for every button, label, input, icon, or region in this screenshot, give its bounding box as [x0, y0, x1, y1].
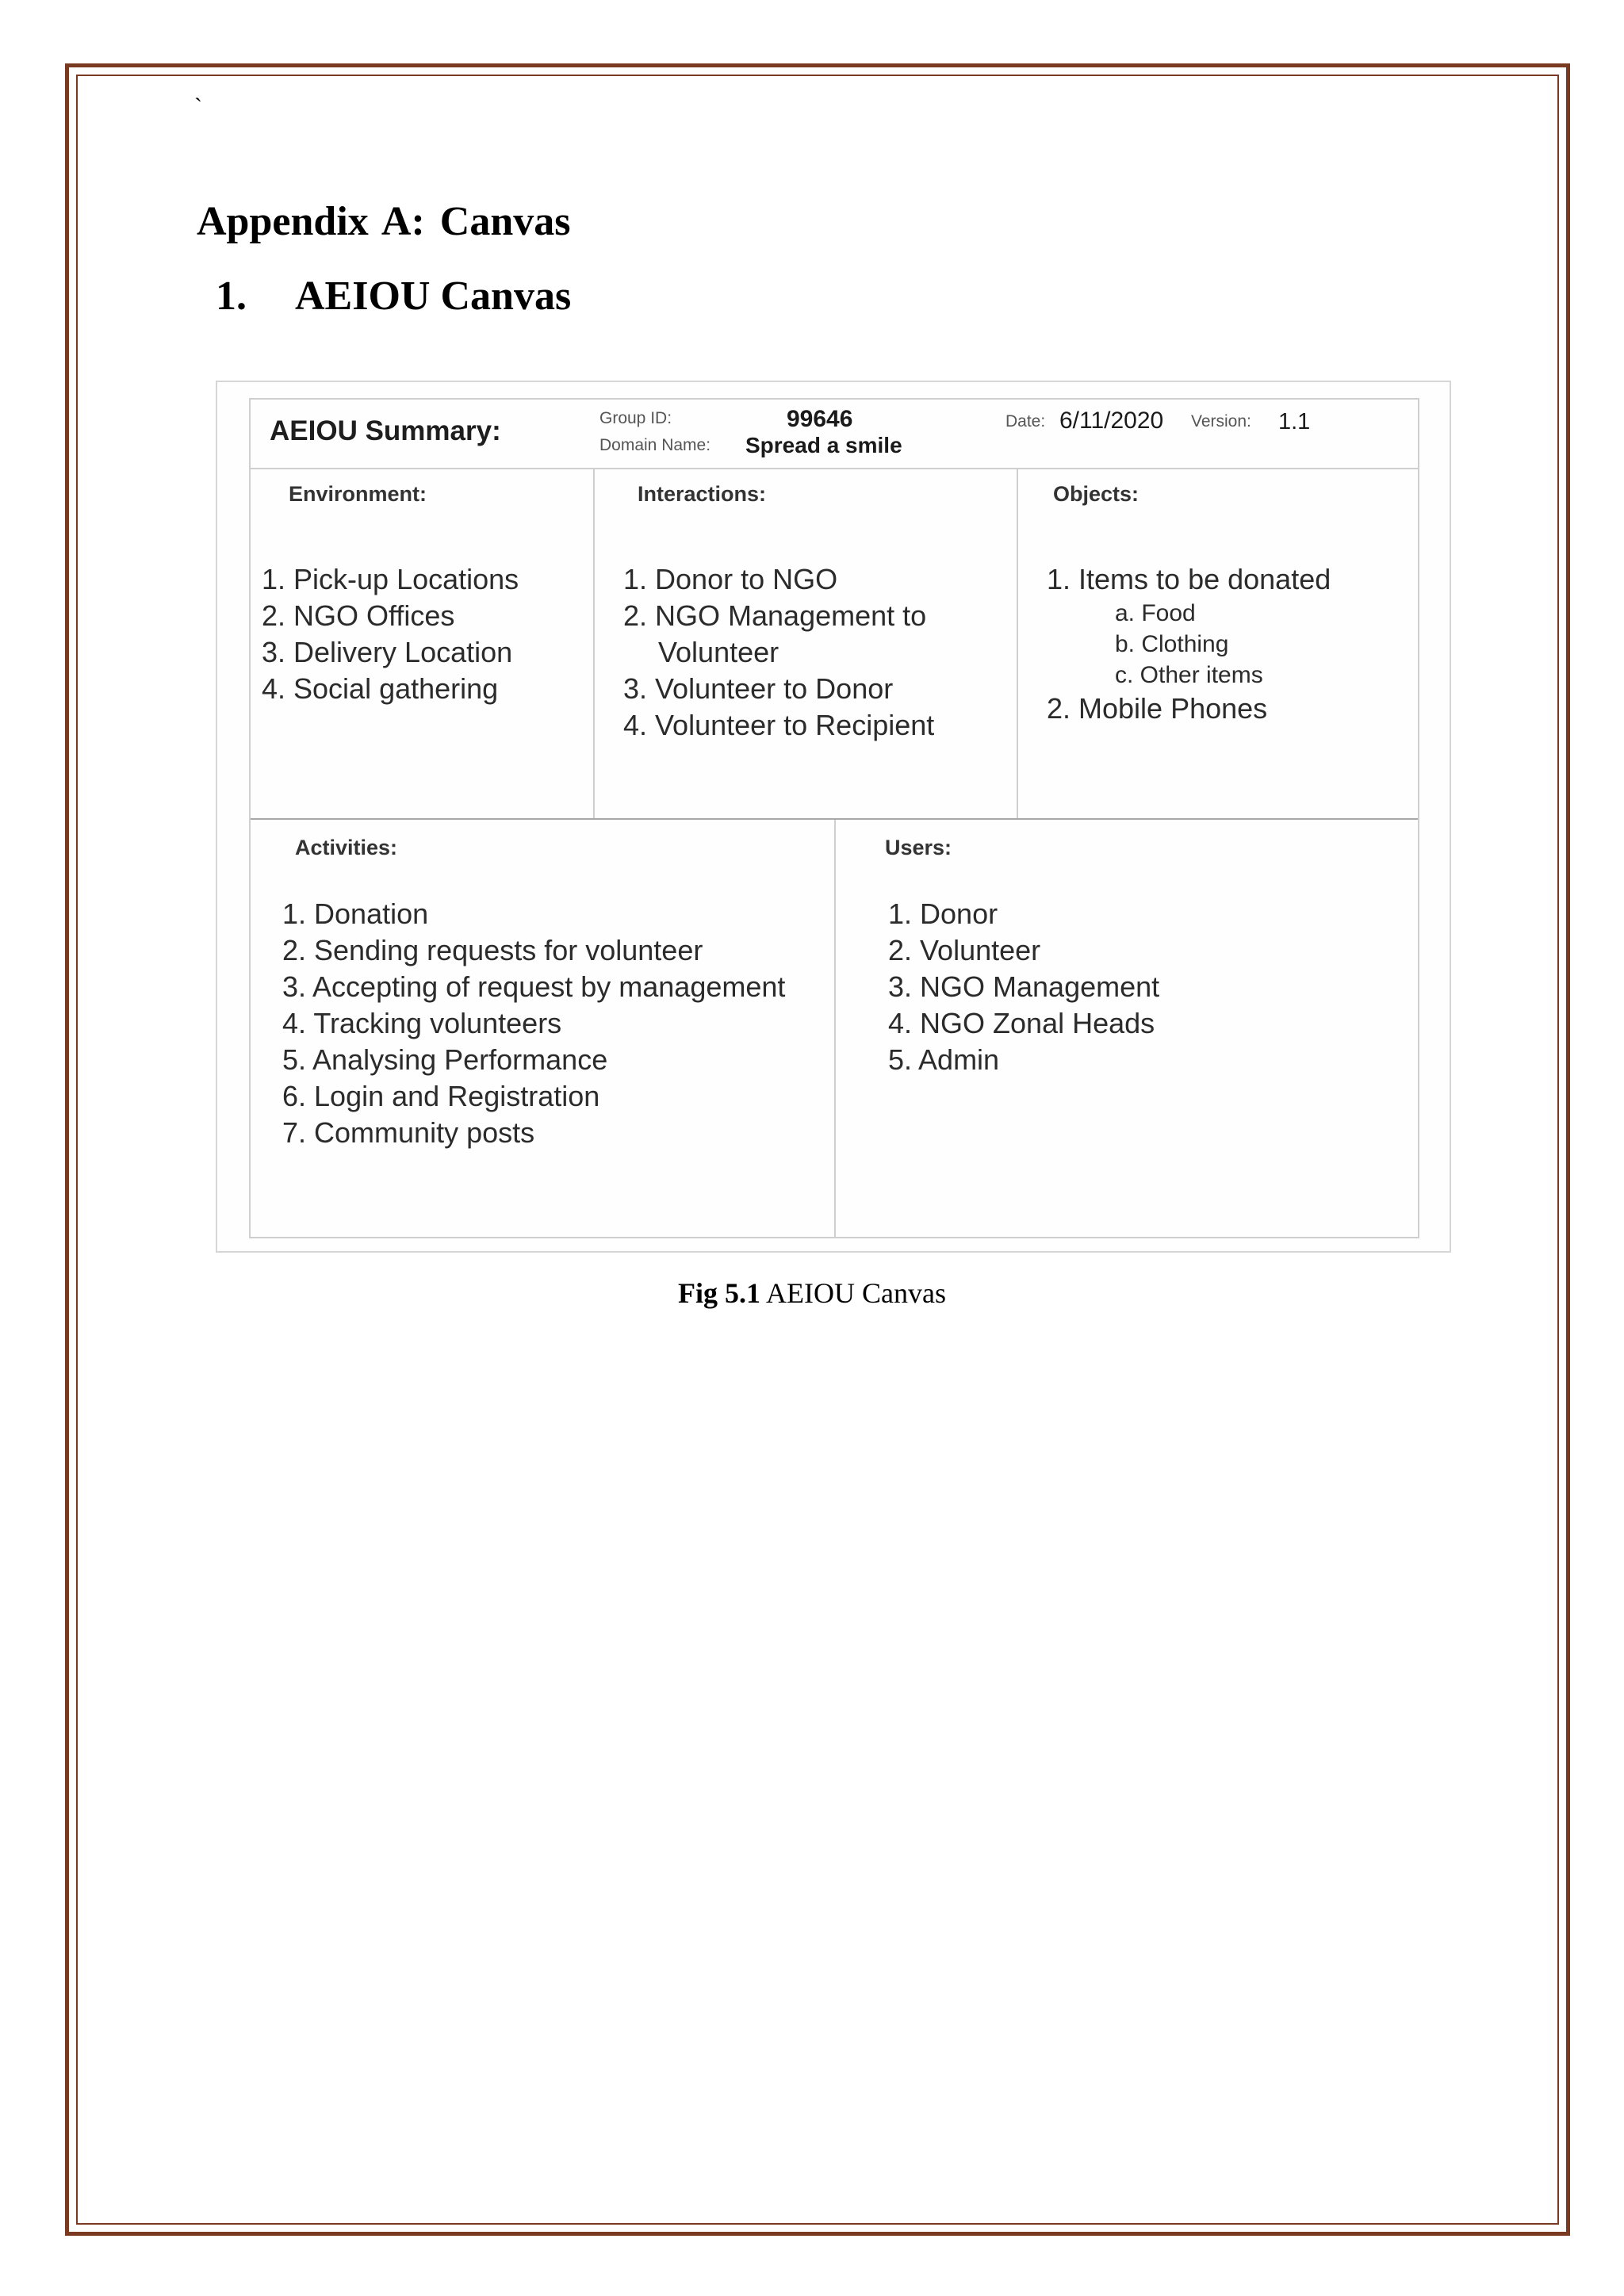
divider-env-int — [593, 468, 595, 818]
list-item: 4. Social gathering — [262, 672, 499, 705]
list-item: 1. Donor to NGO — [623, 563, 838, 595]
divider-act-users — [834, 820, 836, 1238]
list-item: 5. Admin — [888, 1043, 1000, 1076]
list-item: 3. Delivery Location — [262, 636, 513, 668]
stray-mark: ` — [194, 94, 202, 120]
list-item: 4. Tracking volunteers — [282, 1007, 562, 1039]
list-item: 3. Volunteer to Donor — [623, 672, 894, 705]
list-item: 1. Items to be donated — [1047, 563, 1331, 595]
list-item: 2. Sending requests for volunteer — [282, 934, 703, 966]
users-list — [888, 896, 1159, 1078]
list-item: 3. Accepting of request by management — [282, 970, 786, 1003]
environment-list — [262, 561, 519, 707]
sub-list-item: b. Clothing — [1115, 631, 1229, 657]
objects-list — [1047, 561, 1331, 727]
list-item: 1. Pick-up Locations — [262, 563, 519, 595]
aeiou-canvas-figure — [216, 381, 1451, 1253]
divider-int-obj — [1017, 468, 1018, 818]
version-value: 1.1 — [1278, 409, 1311, 434]
interactions-title: Interactions: — [638, 482, 767, 506]
list-item: 1. Donor — [888, 897, 998, 930]
group-id-label: Group ID: — [599, 409, 672, 427]
list-item: 2. NGO Offices — [262, 599, 455, 632]
interactions-list — [623, 561, 934, 744]
list-item: 2. NGO Management to — [623, 599, 927, 632]
section-heading — [216, 273, 571, 320]
list-item: 1. Donation — [282, 897, 429, 930]
list-item: 4. NGO Zonal Heads — [888, 1007, 1155, 1039]
sub-list-item: c. Other items — [1115, 662, 1263, 688]
activities-list — [282, 896, 785, 1151]
section-title: AEIOU Canvas — [295, 274, 572, 319]
list-item: 3. NGO Management — [888, 970, 1160, 1003]
users-title: Users: — [885, 836, 952, 859]
list-item: 2. Mobile Phones — [1047, 692, 1268, 725]
summary-title: AEIOU Summary: — [270, 415, 501, 446]
group-id-value: 99646 — [787, 406, 853, 432]
figure-caption-text: AEIOU Canvas — [766, 1277, 946, 1309]
list-item-continuation: Volunteer — [658, 636, 779, 668]
appendix-title: Appendix A: Canvas — [197, 199, 571, 244]
date-value: 6/11/2020 — [1059, 408, 1164, 434]
summary-header — [251, 400, 1418, 469]
list-item — [1047, 598, 1331, 691]
objects-sub-list — [1047, 598, 1331, 691]
sub-list-item: a. Food — [1115, 600, 1196, 626]
objects-title: Objects: — [1053, 482, 1139, 506]
list-item: 4. Volunteer to Recipient — [623, 709, 935, 741]
figure-caption-label: Fig 5.1 — [678, 1277, 761, 1309]
list-item: 2. Volunteer — [888, 934, 1041, 966]
activities-title: Activities: — [295, 836, 398, 859]
list-item: 5. Analysing Performance — [282, 1043, 608, 1076]
figure-caption — [0, 1276, 1624, 1310]
aeiou-canvas-frame — [249, 398, 1419, 1238]
date-label: Date: — [1005, 412, 1046, 430]
list-item: 7. Community posts — [282, 1116, 535, 1149]
domain-name-label: Domain Name: — [599, 436, 711, 454]
list-item: 6. Login and Registration — [282, 1080, 600, 1112]
section-number: 1. — [216, 274, 247, 319]
version-label: Version: — [1191, 412, 1251, 430]
environment-title: Environment: — [289, 482, 427, 506]
domain-name-value: Spread a smile — [745, 433, 902, 457]
